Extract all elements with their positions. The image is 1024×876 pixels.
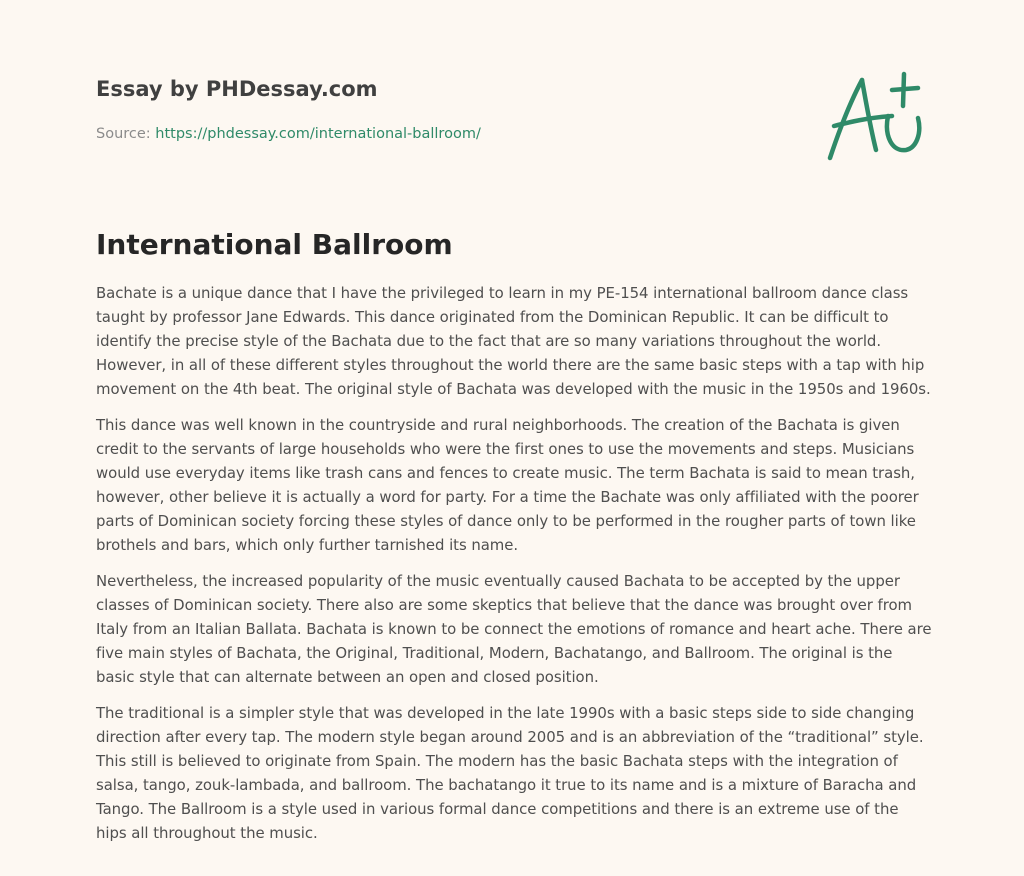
brand-title: Essay by PHDessay.com xyxy=(96,77,378,101)
article-paragraph: Nevertheless, the increased popularity of the music eventually caused Bachata to be accepted by the upper classes of Dominican society. There also are some skeptics that believe that the dance was brought over from Italy from an Italian Ballata. Bachata is known to be connect the emotions of romance and heart ache. There are five main styles of Bachata, the Original, Traditional, Modern, Bachatango, and Ballroom. The original is the basic style that can alternate between an open and closed position. xyxy=(96,572,932,686)
source-link[interactable]: https://phdessay.com/international-ballroom/ xyxy=(155,126,481,142)
article-title: International Ballroom xyxy=(96,228,453,261)
source-label: Source: xyxy=(96,126,156,142)
a-plus-grade-icon xyxy=(820,66,930,166)
article xyxy=(96,226,932,857)
article-paragraph: This dance was well known in the countryside and rural neighborhoods. The creation of the Bachata is given credit to the servants of large households who were the first ones to use the movements and steps. Musicians would use everyday items like trash cans and fences to create music. The term Bachata is said to mean trash, however, other believe it is actually a word for party. For a time the Bachate was only affiliated with the poorer parts of Dominican society forcing these styles of dance only to be performed in the rougher parts of town like brothels and bars, which only further tarnished its name. xyxy=(96,416,919,554)
page-header xyxy=(96,74,936,144)
source-line xyxy=(96,124,936,144)
article-paragraph: Bachate is a unique dance that I have the privileged to learn in my PE-154 international ballroom dance class taught by professor Jane Edwards. This dance originated from the Dominican Republic. It can be difficult to identify the precise style of the Bachata due to the fact that are so many variations throughout the world. However, in all of these different styles throughout the world there are the same basic steps with a tap with hip movement on the 4th beat. The original style of Bachata was developed with the music in the 1950s and 1960s. xyxy=(96,284,931,398)
article-paragraph: The traditional is a simpler style that was developed in the late 1990s with a basic steps side to side changing direction after every tap. The modern style began around 2005 and is an abbreviation of the “traditional” style. This still is believed to originate from Spain. The modern has the basic Bachata steps with the integration of salsa, tango, zouk-lambada, and ballroom. The bachatango it true to its name and is a mixture of Baracha and Tango. The Ballroom is a style used in various formal dance competitions and there is an extreme use of the hips all throughout the music. xyxy=(96,704,924,842)
